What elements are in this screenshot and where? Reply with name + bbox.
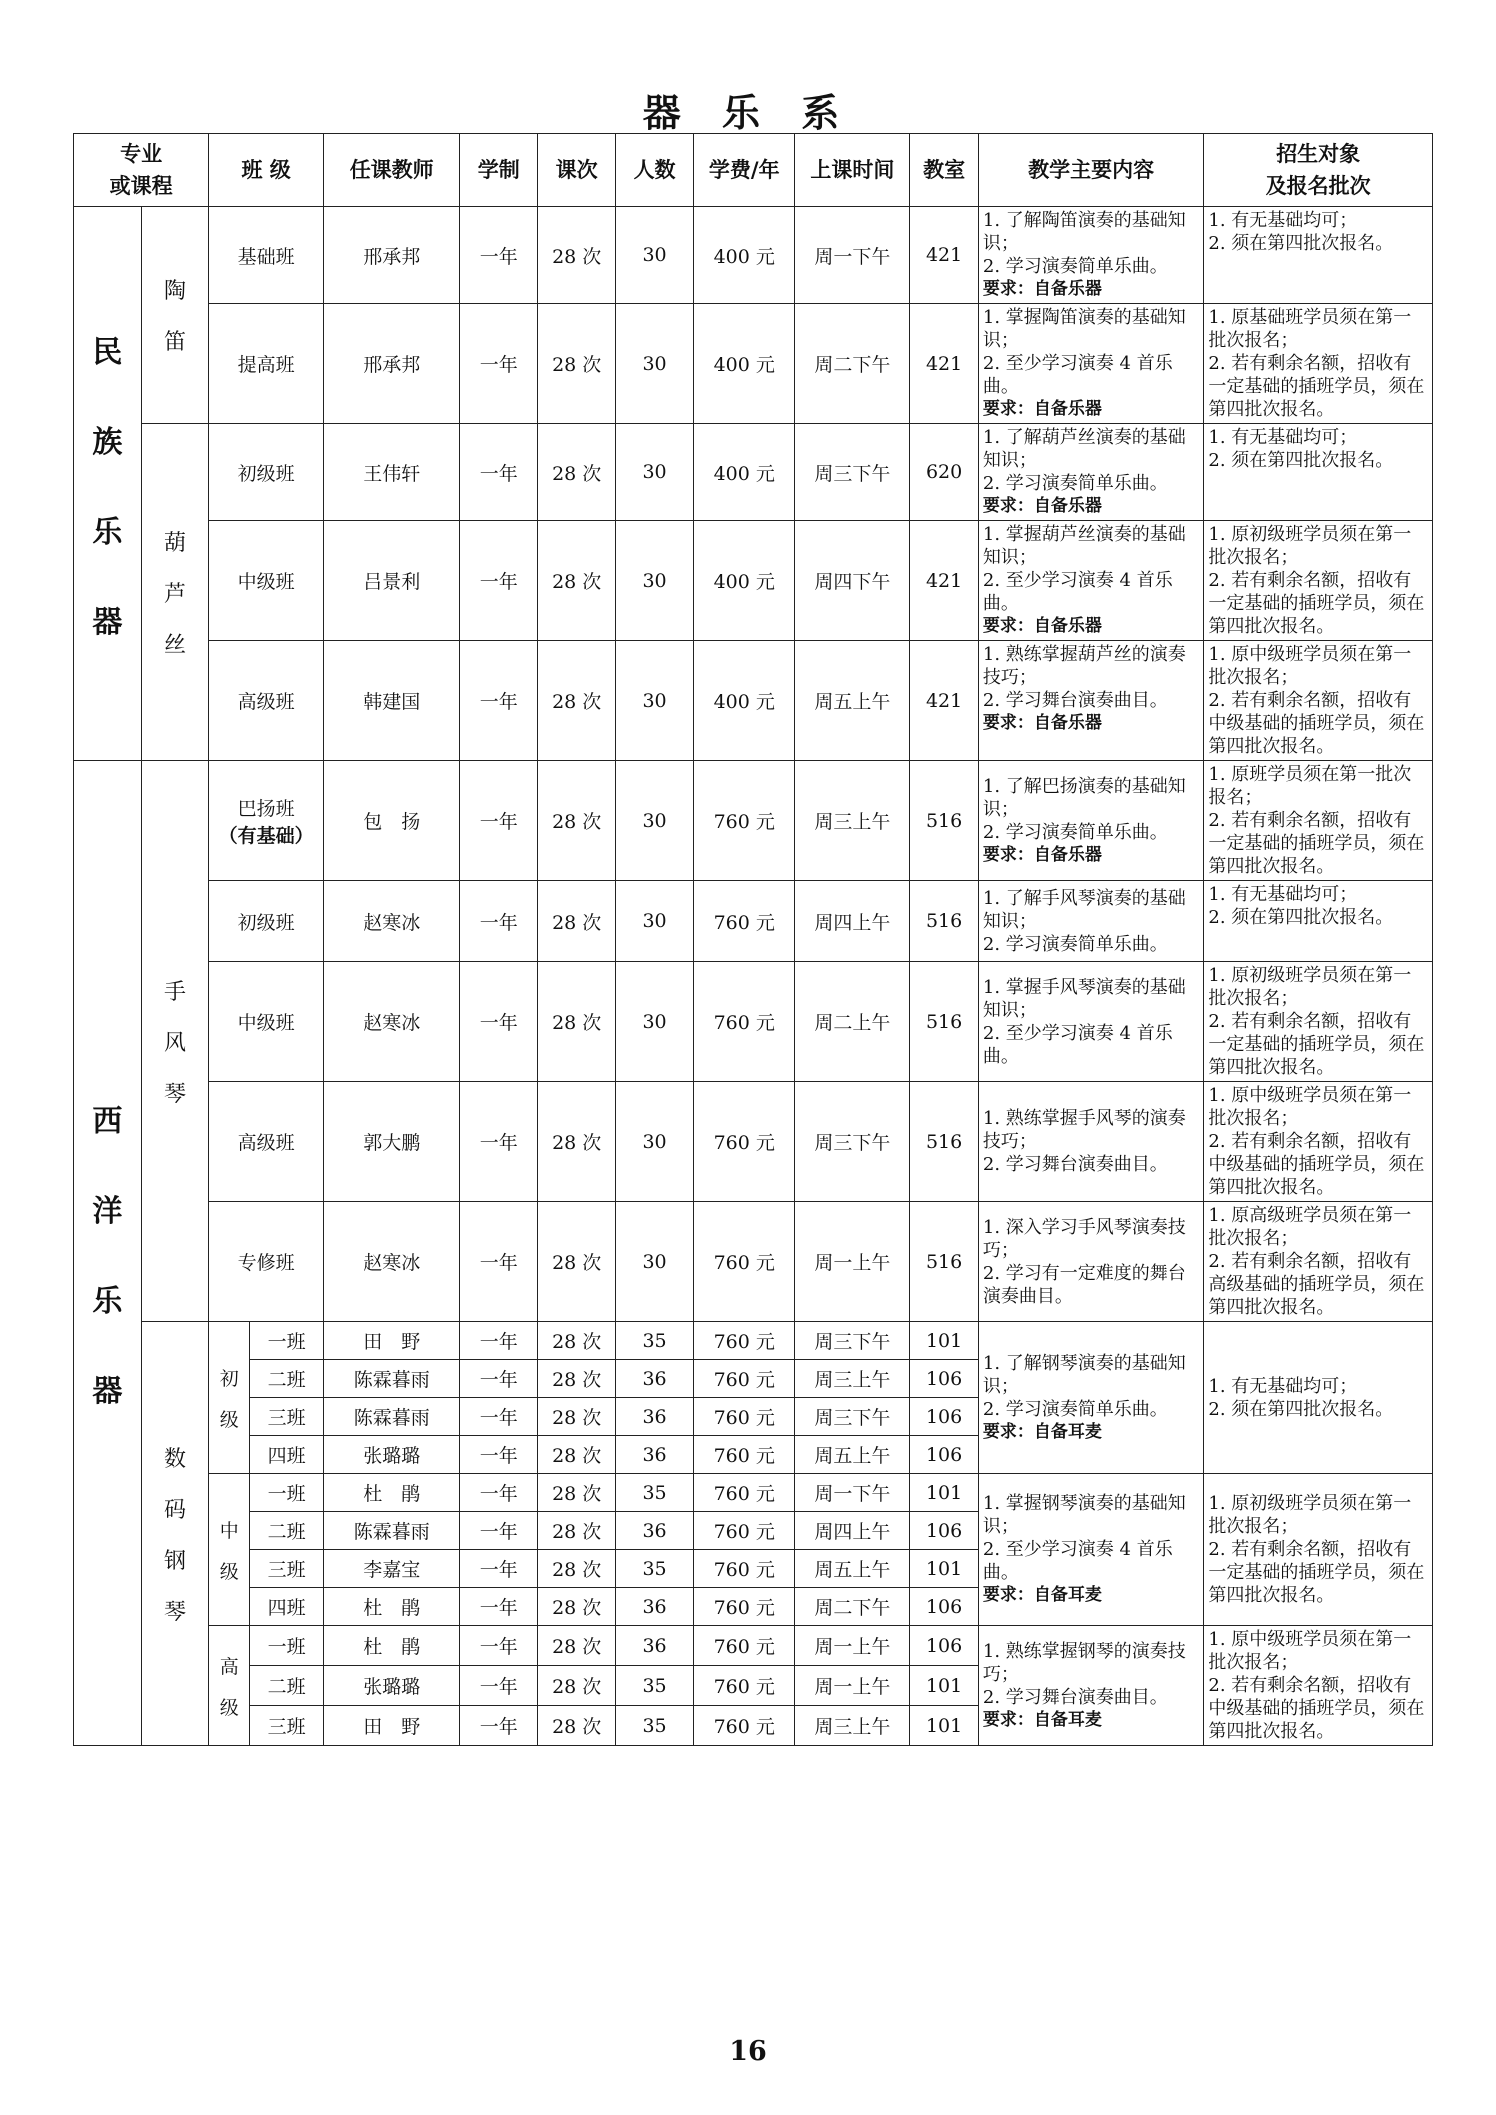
course-taodi: 陶 笛 xyxy=(141,207,209,424)
sessions-cell: 28 次 xyxy=(538,1398,616,1436)
content-cell: 1. 了解手风琴演奏的基础知识； 2. 学习演奏简单乐曲。 xyxy=(978,881,1203,962)
teacher-cell: 陈霖暮雨 xyxy=(324,1398,460,1436)
fee-cell: 760 元 xyxy=(694,881,795,962)
table-header xyxy=(74,134,1433,207)
enroll-cell: 1. 原中级班学员须在第一批次报名； 2. 若有剩余名额，招收有中级基础的插班学员，须在第四批次报名。 xyxy=(1204,641,1433,761)
page-title: 器 乐 系 xyxy=(642,91,854,135)
table-row xyxy=(74,962,1433,1082)
class-cell: 巴扬班 （有基础） xyxy=(209,761,324,881)
duration-cell: 一年 xyxy=(460,1436,538,1474)
room-cell: 516 xyxy=(910,1202,979,1322)
teacher-cell: 李嘉宝 xyxy=(324,1550,460,1588)
course-accordion: 手 风 琴 xyxy=(141,761,209,1322)
room-cell: 101 xyxy=(910,1666,979,1706)
enroll-cell: 1. 原班学员须在第一批次报名； 2. 若有剩余名额，招收有一定基础的插班学员，须在第四批次报名。 xyxy=(1204,761,1433,881)
count-cell: 36 xyxy=(616,1398,694,1436)
sessions-cell: 28 次 xyxy=(538,1436,616,1474)
fee-cell: 760 元 xyxy=(694,1588,795,1626)
room-cell: 101 xyxy=(910,1322,979,1360)
enroll-cell: 1. 原中级班学员须在第一批次报名； 2. 若有剩余名额，招收有中级基础的插班学员，须在第四批次报名。 xyxy=(1204,1626,1433,1746)
count-cell: 36 xyxy=(616,1436,694,1474)
enroll-cell: 1. 原初级班学员须在第一批次报名； 2. 若有剩余名额，招收有一定基础的插班学员，须在第四批次报名。 xyxy=(1204,1474,1433,1626)
table-row xyxy=(74,1202,1433,1322)
class-cell: 三班 xyxy=(250,1398,324,1436)
class-cell: 一班 xyxy=(250,1322,324,1360)
room-cell: 101 xyxy=(910,1706,979,1746)
count-cell: 30 xyxy=(616,761,694,881)
teacher-cell: 杜 鹃 xyxy=(324,1626,460,1666)
sessions-cell: 28 次 xyxy=(538,1550,616,1588)
level-beginner: 初 级 xyxy=(209,1322,250,1474)
duration-cell: 一年 xyxy=(460,1706,538,1746)
class-cell: 专修班 xyxy=(209,1202,324,1322)
content-cell: 1. 深入学习手风琴演奏技巧； 2. 学习有一定难度的舞台演奏曲目。 xyxy=(978,1202,1203,1322)
duration-cell: 一年 xyxy=(460,1626,538,1666)
sessions-cell: 28 次 xyxy=(538,1706,616,1746)
sessions-cell: 28 次 xyxy=(538,424,616,521)
duration-cell: 一年 xyxy=(460,1082,538,1202)
fee-cell: 760 元 xyxy=(694,1202,795,1322)
class-cell: 基础班 xyxy=(209,207,324,304)
sessions-cell: 28 次 xyxy=(538,1082,616,1202)
content-cell: 1. 熟练掌握葫芦丝的演奏技巧； 2. 学习舞台演奏曲目。 要求：自备乐器 xyxy=(978,641,1203,761)
count-cell: 36 xyxy=(616,1588,694,1626)
room-cell: 421 xyxy=(910,641,979,761)
time-cell: 周一上午 xyxy=(795,1202,910,1322)
teacher-cell: 陈霖暮雨 xyxy=(324,1512,460,1550)
content-cell: 1. 了解葫芦丝演奏的基础知识； 2. 学习演奏简单乐曲。 要求：自备乐器 xyxy=(978,424,1203,521)
room-cell: 516 xyxy=(910,881,979,962)
sessions-cell: 28 次 xyxy=(538,1474,616,1512)
time-cell: 周一上午 xyxy=(795,1666,910,1706)
duration-cell: 一年 xyxy=(460,1398,538,1436)
count-cell: 30 xyxy=(616,962,694,1082)
teacher-cell: 杜 鹃 xyxy=(324,1474,460,1512)
count-cell: 30 xyxy=(616,521,694,641)
teacher-cell: 杜 鹃 xyxy=(324,1588,460,1626)
sessions-cell: 28 次 xyxy=(538,1666,616,1706)
room-cell: 106 xyxy=(910,1588,979,1626)
time-cell: 周五上午 xyxy=(795,641,910,761)
time-cell: 周三上午 xyxy=(795,1706,910,1746)
time-cell: 周二下午 xyxy=(795,304,910,424)
content-cell: 1. 了解钢琴演奏的基础知识； 2. 学习演奏简单乐曲。 要求：自备耳麦 xyxy=(978,1322,1203,1474)
table-row xyxy=(74,207,1433,304)
teacher-cell: 吕景利 xyxy=(324,521,460,641)
time-cell: 周二下午 xyxy=(795,1588,910,1626)
major-western: 西 洋 乐 器 xyxy=(74,761,142,1746)
header-count: 人数 xyxy=(616,134,694,207)
class-cell: 中级班 xyxy=(209,521,324,641)
fee-cell: 760 元 xyxy=(694,1474,795,1512)
time-cell: 周二上午 xyxy=(795,962,910,1082)
count-cell: 35 xyxy=(616,1322,694,1360)
enroll-cell: 1. 原初级班学员须在第一批次报名； 2. 若有剩余名额，招收有一定基础的插班学员，须在第四批次报名。 xyxy=(1204,521,1433,641)
table-body xyxy=(74,207,1433,1746)
enroll-cell: 1. 有无基础均可； 2. 须在第四批次报名。 xyxy=(1204,424,1433,521)
header-major: 专业 或课程 xyxy=(74,134,209,207)
fee-cell: 400 元 xyxy=(694,424,795,521)
class-cell: 高级班 xyxy=(209,641,324,761)
table-row xyxy=(74,761,1433,881)
content-cell: 1. 熟练掌握钢琴的演奏技巧； 2. 学习舞台演奏曲目。 要求：自备耳麦 xyxy=(978,1626,1203,1746)
header-class: 班 级 xyxy=(209,134,324,207)
sessions-cell: 28 次 xyxy=(538,641,616,761)
duration-cell: 一年 xyxy=(460,1550,538,1588)
table-row xyxy=(74,1082,1433,1202)
teacher-cell: 邢承邦 xyxy=(324,207,460,304)
enroll-cell: 1. 原初级班学员须在第一批次报名； 2. 若有剩余名额，招收有一定基础的插班学员，须在第四批次报名。 xyxy=(1204,962,1433,1082)
fee-cell: 400 元 xyxy=(694,521,795,641)
count-cell: 30 xyxy=(616,304,694,424)
time-cell: 周三上午 xyxy=(795,761,910,881)
time-cell: 周五上午 xyxy=(795,1436,910,1474)
class-cell: 二班 xyxy=(250,1666,324,1706)
content-cell: 1. 掌握陶笛演奏的基础知识； 2. 至少学习演奏 4 首乐曲。 要求：自备乐器 xyxy=(978,304,1203,424)
teacher-cell: 包 扬 xyxy=(324,761,460,881)
room-cell: 516 xyxy=(910,1082,979,1202)
time-cell: 周四上午 xyxy=(795,881,910,962)
class-cell: 一班 xyxy=(250,1626,324,1666)
fee-cell: 760 元 xyxy=(694,1666,795,1706)
room-cell: 106 xyxy=(910,1626,979,1666)
sessions-cell: 28 次 xyxy=(538,1626,616,1666)
course-hulusi: 葫 芦 丝 xyxy=(141,424,209,761)
course-table xyxy=(73,133,1433,1746)
count-cell: 35 xyxy=(616,1706,694,1746)
sessions-cell: 28 次 xyxy=(538,1322,616,1360)
header-room: 教室 xyxy=(910,134,979,207)
fee-cell: 760 元 xyxy=(694,761,795,881)
teacher-cell: 田 野 xyxy=(324,1706,460,1746)
room-cell: 106 xyxy=(910,1398,979,1436)
content-cell: 1. 了解陶笛演奏的基础知识； 2. 学习演奏简单乐曲。 要求：自备乐器 xyxy=(978,207,1203,304)
time-cell: 周三下午 xyxy=(795,1082,910,1202)
room-cell: 421 xyxy=(910,304,979,424)
class-cell: 初级班 xyxy=(209,424,324,521)
class-cell: 三班 xyxy=(250,1550,324,1588)
room-cell: 516 xyxy=(910,761,979,881)
sessions-cell: 28 次 xyxy=(538,1360,616,1398)
count-cell: 36 xyxy=(616,1360,694,1398)
fee-cell: 760 元 xyxy=(694,1360,795,1398)
room-cell: 101 xyxy=(910,1474,979,1512)
room-cell: 421 xyxy=(910,521,979,641)
duration-cell: 一年 xyxy=(460,1202,538,1322)
room-cell: 620 xyxy=(910,424,979,521)
header-time: 上课时间 xyxy=(795,134,910,207)
sessions-cell: 28 次 xyxy=(538,881,616,962)
duration-cell: 一年 xyxy=(460,1666,538,1706)
enroll-cell: 1. 有无基础均可； 2. 须在第四批次报名。 xyxy=(1204,1322,1433,1474)
duration-cell: 一年 xyxy=(460,881,538,962)
header-duration: 学制 xyxy=(460,134,538,207)
time-cell: 周一下午 xyxy=(795,207,910,304)
teacher-cell: 赵寒冰 xyxy=(324,881,460,962)
table-row xyxy=(74,1626,1433,1666)
table-row xyxy=(74,641,1433,761)
class-cell: 提高班 xyxy=(209,304,324,424)
fee-cell: 760 元 xyxy=(694,1626,795,1666)
fee-cell: 400 元 xyxy=(694,207,795,304)
course-piano: 数 码 钢 琴 xyxy=(141,1322,209,1746)
table-row xyxy=(74,1322,1433,1360)
header-enroll: 招生对象 及报名批次 xyxy=(1204,134,1433,207)
teacher-cell: 赵寒冰 xyxy=(324,1202,460,1322)
fee-cell: 760 元 xyxy=(694,1436,795,1474)
level-advanced: 高 级 xyxy=(209,1626,250,1746)
teacher-cell: 陈霖暮雨 xyxy=(324,1360,460,1398)
enroll-cell: 1. 有无基础均可； 2. 须在第四批次报名。 xyxy=(1204,207,1433,304)
header-fee: 学费/年 xyxy=(694,134,795,207)
room-cell: 101 xyxy=(910,1550,979,1588)
teacher-cell: 邢承邦 xyxy=(324,304,460,424)
duration-cell: 一年 xyxy=(460,424,538,521)
duration-cell: 一年 xyxy=(460,1474,538,1512)
class-cell: 四班 xyxy=(250,1436,324,1474)
page-number: 16 xyxy=(729,2036,767,2067)
count-cell: 30 xyxy=(616,1202,694,1322)
time-cell: 周三下午 xyxy=(795,1322,910,1360)
fee-cell: 760 元 xyxy=(694,1706,795,1746)
sessions-cell: 28 次 xyxy=(538,304,616,424)
count-cell: 30 xyxy=(616,881,694,962)
time-cell: 周四上午 xyxy=(795,1512,910,1550)
class-cell: 四班 xyxy=(250,1588,324,1626)
time-cell: 周三下午 xyxy=(795,424,910,521)
sessions-cell: 28 次 xyxy=(538,962,616,1082)
teacher-cell: 王伟轩 xyxy=(324,424,460,521)
count-cell: 36 xyxy=(616,1626,694,1666)
duration-cell: 一年 xyxy=(460,521,538,641)
duration-cell: 一年 xyxy=(460,304,538,424)
count-cell: 35 xyxy=(616,1474,694,1512)
sessions-cell: 28 次 xyxy=(538,521,616,641)
sessions-cell: 28 次 xyxy=(538,207,616,304)
fee-cell: 760 元 xyxy=(694,1398,795,1436)
teacher-cell: 张璐璐 xyxy=(324,1436,460,1474)
duration-cell: 一年 xyxy=(460,641,538,761)
table-row xyxy=(74,881,1433,962)
class-cell: 一班 xyxy=(250,1474,324,1512)
room-cell: 516 xyxy=(910,962,979,1082)
duration-cell: 一年 xyxy=(460,1322,538,1360)
fee-cell: 400 元 xyxy=(694,304,795,424)
class-cell: 二班 xyxy=(250,1360,324,1398)
room-cell: 106 xyxy=(910,1436,979,1474)
time-cell: 周三上午 xyxy=(795,1360,910,1398)
fee-cell: 760 元 xyxy=(694,962,795,1082)
class-cell: 三班 xyxy=(250,1706,324,1746)
enroll-cell: 1. 有无基础均可； 2. 须在第四批次报名。 xyxy=(1204,881,1433,962)
content-cell: 1. 掌握葫芦丝演奏的基础知识； 2. 至少学习演奏 4 首乐曲。 要求：自备乐器 xyxy=(978,521,1203,641)
header-sessions: 课次 xyxy=(538,134,616,207)
time-cell: 周三下午 xyxy=(795,1398,910,1436)
count-cell: 30 xyxy=(616,207,694,304)
class-cell: 二班 xyxy=(250,1512,324,1550)
teacher-cell: 郭大鹏 xyxy=(324,1082,460,1202)
fee-cell: 760 元 xyxy=(694,1512,795,1550)
class-cell: 高级班 xyxy=(209,1082,324,1202)
sessions-cell: 28 次 xyxy=(538,1202,616,1322)
content-cell: 1. 了解巴扬演奏的基础知识； 2. 学习演奏简单乐曲。 要求：自备乐器 xyxy=(978,761,1203,881)
sessions-cell: 28 次 xyxy=(538,761,616,881)
time-cell: 周四下午 xyxy=(795,521,910,641)
major-folk: 民 族 乐 器 xyxy=(74,207,142,761)
header-teacher: 任课教师 xyxy=(324,134,460,207)
room-cell: 421 xyxy=(910,207,979,304)
enroll-cell: 1. 原中级班学员须在第一批次报名； 2. 若有剩余名额，招收有中级基础的插班学员，须在第四批次报名。 xyxy=(1204,1082,1433,1202)
count-cell: 30 xyxy=(616,1082,694,1202)
sessions-cell: 28 次 xyxy=(538,1512,616,1550)
count-cell: 30 xyxy=(616,424,694,521)
table-row xyxy=(74,521,1433,641)
time-cell: 周五上午 xyxy=(795,1550,910,1588)
fee-cell: 760 元 xyxy=(694,1082,795,1202)
duration-cell: 一年 xyxy=(460,761,538,881)
time-cell: 周一上午 xyxy=(795,1626,910,1666)
class-cell: 中级班 xyxy=(209,962,324,1082)
enroll-cell: 1. 原基础班学员须在第一批次报名； 2. 若有剩余名额，招收有一定基础的插班学员，须在第四批次报名。 xyxy=(1204,304,1433,424)
teacher-cell: 赵寒冰 xyxy=(324,962,460,1082)
fee-cell: 760 元 xyxy=(694,1550,795,1588)
table-row xyxy=(74,1474,1433,1512)
table-row xyxy=(74,424,1433,521)
count-cell: 36 xyxy=(616,1512,694,1550)
duration-cell: 一年 xyxy=(460,962,538,1082)
fee-cell: 400 元 xyxy=(694,641,795,761)
sessions-cell: 28 次 xyxy=(538,1588,616,1626)
duration-cell: 一年 xyxy=(460,1588,538,1626)
teacher-cell: 张璐璐 xyxy=(324,1666,460,1706)
duration-cell: 一年 xyxy=(460,1512,538,1550)
teacher-cell: 韩建国 xyxy=(324,641,460,761)
header-content: 教学主要内容 xyxy=(978,134,1203,207)
enroll-cell: 1. 原高级班学员须在第一批次报名； 2. 若有剩余名额，招收有高级基础的插班学员，须在第四批次报名。 xyxy=(1204,1202,1433,1322)
fee-cell: 760 元 xyxy=(694,1322,795,1360)
class-cell: 初级班 xyxy=(209,881,324,962)
content-cell: 1. 掌握钢琴演奏的基础知识； 2. 至少学习演奏 4 首乐曲。 要求：自备耳麦 xyxy=(978,1474,1203,1626)
teacher-cell: 田 野 xyxy=(324,1322,460,1360)
table-row xyxy=(74,304,1433,424)
content-cell: 1. 掌握手风琴演奏的基础知识； 2. 至少学习演奏 4 首乐曲。 xyxy=(978,962,1203,1082)
room-cell: 106 xyxy=(910,1512,979,1550)
content-cell: 1. 熟练掌握手风琴的演奏技巧； 2. 学习舞台演奏曲目。 xyxy=(978,1082,1203,1202)
level-intermediate: 中 级 xyxy=(209,1474,250,1626)
duration-cell: 一年 xyxy=(460,1360,538,1398)
time-cell: 周一下午 xyxy=(795,1474,910,1512)
count-cell: 30 xyxy=(616,641,694,761)
duration-cell: 一年 xyxy=(460,207,538,304)
count-cell: 35 xyxy=(616,1666,694,1706)
room-cell: 106 xyxy=(910,1360,979,1398)
count-cell: 35 xyxy=(616,1550,694,1588)
